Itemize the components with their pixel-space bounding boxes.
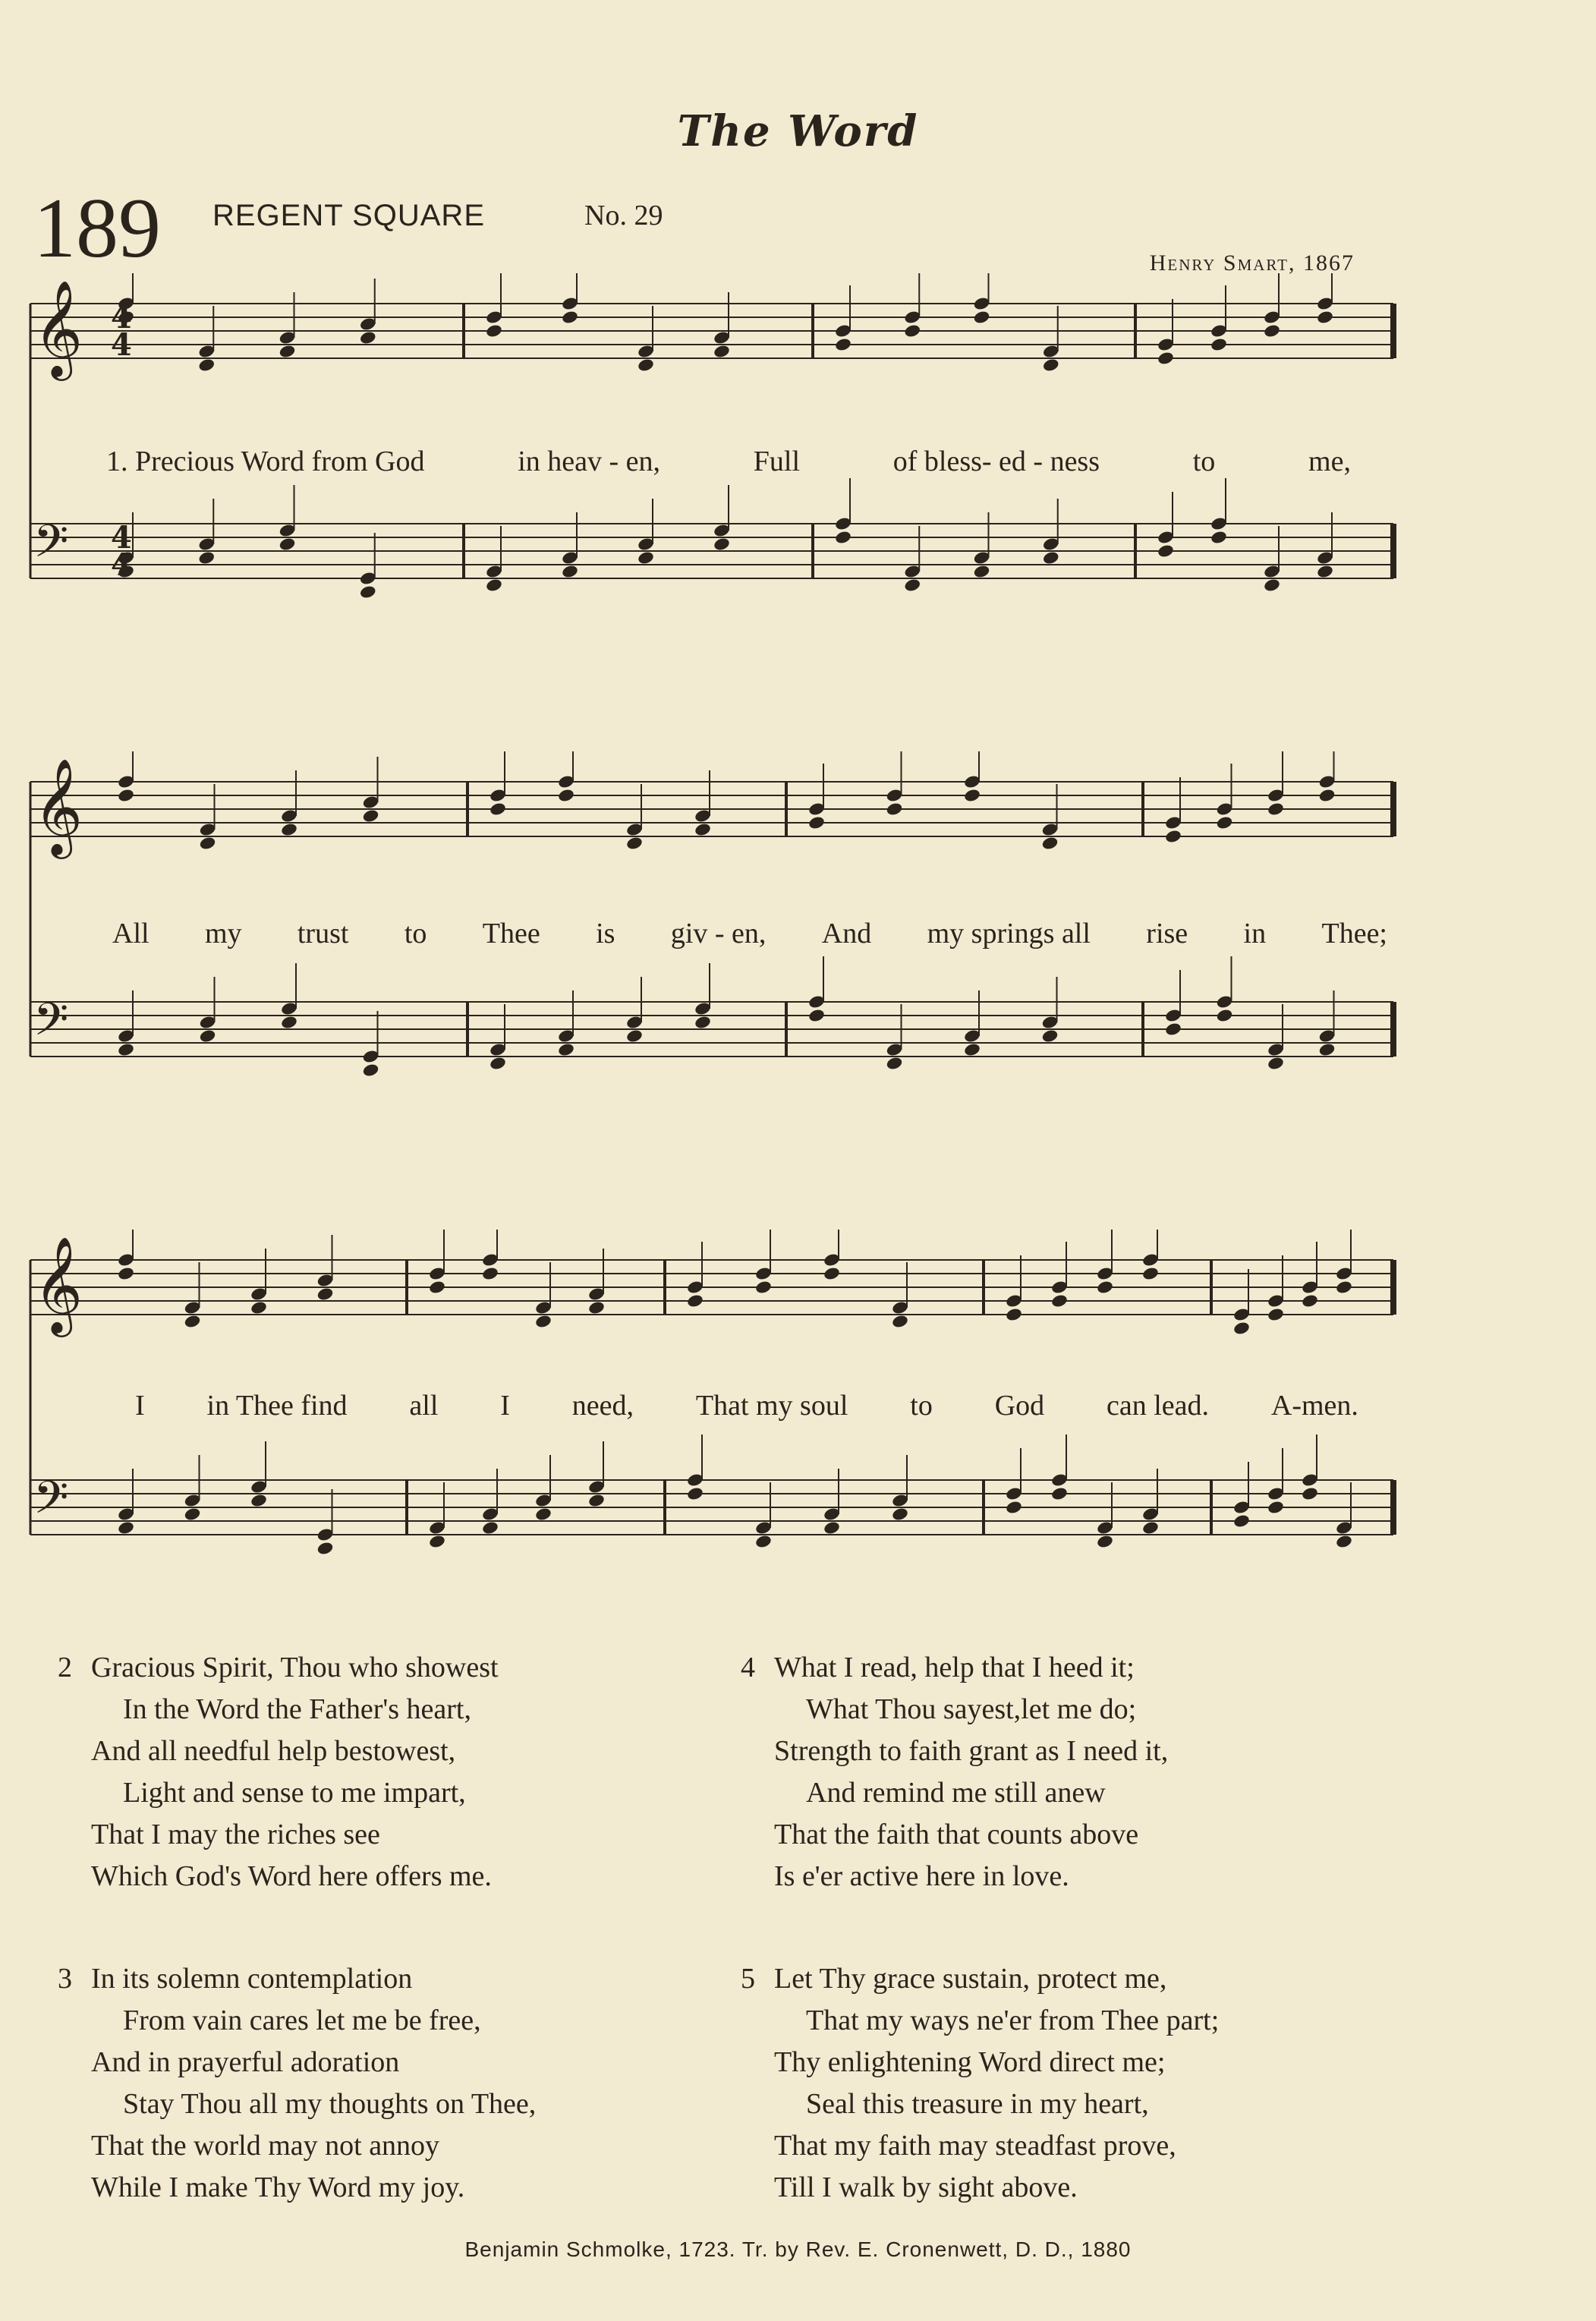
verse-line: Light and sense to me impart, xyxy=(123,1777,466,1809)
lyric-syllable: in Thee find xyxy=(206,1390,348,1422)
lyric-syllable: me, xyxy=(1308,446,1351,477)
treble-clef-icon: 𝄞 xyxy=(33,757,83,855)
time-signature: 4 xyxy=(111,547,132,583)
verses xyxy=(53,1647,1419,2224)
bass-clef-icon: 𝄢 xyxy=(33,1471,69,1535)
verse-3 xyxy=(58,1958,537,2209)
note-head xyxy=(1141,1266,1160,1281)
note-head xyxy=(1301,1293,1319,1309)
verse-number: 3 xyxy=(58,1963,72,1995)
verse-line: That my faith may steadfast prove, xyxy=(774,2130,1176,2162)
note-head xyxy=(534,1314,552,1329)
verse-line: And all needful help bestowest, xyxy=(91,1735,456,1767)
note-head xyxy=(1301,1486,1319,1501)
note-head xyxy=(754,1280,773,1295)
bass-clef-icon: 𝄢 xyxy=(33,515,69,578)
note-head xyxy=(1267,801,1285,817)
note-head xyxy=(1316,310,1334,325)
verse-line: Thy enlightening Word direct me; xyxy=(774,2046,1166,2078)
note-head xyxy=(1210,337,1228,352)
note-head xyxy=(1157,543,1175,559)
verse-line: Seal this treasure in my heart, xyxy=(806,2088,1149,2120)
note-head xyxy=(184,1314,202,1329)
note-head xyxy=(637,357,655,373)
lyric-syllable: I xyxy=(135,1390,145,1422)
note-head xyxy=(1164,829,1182,844)
note-head xyxy=(534,1507,552,1522)
note-head xyxy=(963,1042,981,1057)
note-head xyxy=(280,822,298,837)
lyric-syllable: my springs all xyxy=(927,918,1091,950)
verse-line: That I may the riches see xyxy=(91,1819,380,1850)
note-head xyxy=(1232,1321,1251,1336)
lyric-line-1 xyxy=(106,445,1351,478)
tune-reference: No. 29 xyxy=(584,200,663,231)
note-head xyxy=(891,1314,909,1329)
note-head xyxy=(1263,578,1281,593)
lyric-syllable: Full xyxy=(753,446,800,477)
verse-4 xyxy=(741,1647,1169,1897)
lyric-syllable: need, xyxy=(571,1390,634,1422)
verse-5 xyxy=(741,1958,1220,2209)
lyric-syllable: giv - en, xyxy=(670,918,767,950)
verse-number: 2 xyxy=(58,1652,72,1683)
lyric-syllable: I xyxy=(500,1390,510,1422)
note-head xyxy=(903,323,921,339)
verse-line: And in prayerful adoration xyxy=(91,2046,400,2078)
note-head xyxy=(1318,788,1336,803)
note-head xyxy=(625,1028,644,1044)
note-head xyxy=(485,323,503,339)
treble-clef-icon: 𝄞 xyxy=(33,279,83,376)
note-head xyxy=(1263,323,1281,339)
verse-2 xyxy=(58,1647,499,1897)
note-head xyxy=(1042,550,1060,565)
note-head xyxy=(1335,1280,1353,1295)
note-head xyxy=(1267,1056,1285,1071)
lyric-syllable: trust xyxy=(297,918,349,950)
note-head xyxy=(557,788,575,803)
note-head xyxy=(694,1015,712,1030)
lyric-syllable: to xyxy=(1192,446,1216,477)
note-head xyxy=(481,1266,499,1281)
note-head xyxy=(362,808,380,824)
treble-clef-icon: 𝄞 xyxy=(33,1236,83,1333)
note-head xyxy=(250,1493,268,1508)
lyric-syllable: That my soul xyxy=(695,1390,848,1422)
note-head xyxy=(197,357,216,373)
verse-line: Gracious Spirit, Thou who showest xyxy=(91,1652,499,1683)
lyric-syllable: A-men. xyxy=(1270,1390,1358,1422)
note-head xyxy=(1005,1500,1023,1515)
note-head xyxy=(686,1293,704,1309)
verse-line: That the faith that counts above xyxy=(774,1819,1139,1850)
note-head xyxy=(359,584,377,600)
note-head xyxy=(250,1300,268,1315)
note-head xyxy=(713,537,731,552)
verse-line: That my ways ne'er from Thee part; xyxy=(806,2005,1220,2036)
note-head xyxy=(280,1015,298,1030)
note-head xyxy=(823,1520,841,1535)
note-head xyxy=(1041,1028,1059,1044)
note-head xyxy=(184,1507,202,1522)
lyric-syllable: my xyxy=(204,918,242,950)
note-head xyxy=(903,578,921,593)
verse-line: Stay Thou all my thoughts on Thee, xyxy=(123,2088,537,2120)
note-head xyxy=(197,550,216,565)
note-head xyxy=(359,330,377,345)
note-head xyxy=(279,537,297,552)
lyric-line-3 xyxy=(135,1389,1358,1422)
note-head xyxy=(1096,1534,1114,1549)
note-head xyxy=(561,310,579,325)
note-head xyxy=(834,337,852,352)
note-head xyxy=(587,1300,606,1315)
note-head xyxy=(117,788,135,803)
note-head xyxy=(1042,357,1060,373)
note-head xyxy=(823,1266,841,1281)
note-head xyxy=(973,564,991,579)
note-head xyxy=(886,801,904,817)
lyric-syllable: in heav - en, xyxy=(518,446,661,477)
note-head xyxy=(973,310,991,325)
section-title: The Word xyxy=(677,106,919,156)
verse-line: Is e'er active here in love. xyxy=(774,1860,1069,1892)
note-head xyxy=(886,1056,904,1071)
note-head xyxy=(1096,1280,1114,1295)
note-head xyxy=(713,344,731,359)
note-head xyxy=(316,1286,335,1302)
attribution: Benjamin Schmolke, 1723. Tr. by Rev. E. Cronenwett, D. D., 1880 xyxy=(464,2238,1132,2261)
note-head xyxy=(1157,351,1175,366)
note-head xyxy=(1210,530,1228,545)
note-head xyxy=(1335,1534,1353,1549)
note-head xyxy=(587,1493,606,1508)
lyric-syllable: And xyxy=(821,918,872,950)
note-head xyxy=(481,1520,499,1535)
verse-line: While I make Thy Word my joy. xyxy=(91,2171,465,2203)
note-head xyxy=(1041,836,1059,851)
verse-line: What Thou sayest,let me do; xyxy=(806,1693,1137,1725)
verse-line: What I read, help that I heed it; xyxy=(774,1652,1135,1683)
note-head xyxy=(279,344,297,359)
note-head xyxy=(489,801,507,817)
bass-clef-icon: 𝄢 xyxy=(33,993,69,1057)
note-head xyxy=(637,550,655,565)
lyric-syllable: of bless- ed - ness xyxy=(892,446,1100,477)
note-head xyxy=(561,564,579,579)
note-head xyxy=(557,1042,575,1057)
note-head xyxy=(199,1028,217,1044)
verse-line: Which God's Word here offers me. xyxy=(91,1860,492,1892)
lyric-syllable: Thee xyxy=(482,918,540,950)
note-head xyxy=(1267,1500,1285,1515)
note-head xyxy=(199,836,217,851)
note-head xyxy=(485,578,503,593)
note-head xyxy=(1216,1008,1234,1023)
time-signature: 4 xyxy=(111,327,132,363)
note-head xyxy=(1050,1293,1069,1309)
lyric-syllable: to xyxy=(404,918,427,950)
time-signature: 4 xyxy=(111,520,132,556)
lyric-syllable: to xyxy=(910,1390,933,1422)
note-head xyxy=(686,1486,704,1501)
note-head xyxy=(1267,1307,1285,1322)
verse-line: Strength to faith grant as I need it, xyxy=(774,1735,1169,1767)
note-head xyxy=(117,1266,135,1281)
note-head xyxy=(625,836,644,851)
note-head xyxy=(1318,1042,1336,1057)
lyric-line-2 xyxy=(112,917,1387,950)
time-signature: 4 xyxy=(111,300,132,335)
note-head xyxy=(1164,1022,1182,1037)
note-head xyxy=(316,1541,335,1556)
note-head xyxy=(489,1056,507,1071)
verse-line: Till I walk by sight above. xyxy=(774,2171,1078,2203)
composer-credit: Henry Smart, 1867 xyxy=(1149,250,1355,276)
note-head xyxy=(117,1520,135,1535)
verse-number: 5 xyxy=(741,1963,755,1995)
lyric-syllable: God xyxy=(994,1390,1045,1422)
note-head xyxy=(694,822,712,837)
note-head xyxy=(1005,1307,1023,1322)
note-head xyxy=(754,1534,773,1549)
verse-line: In the Word the Father's heart, xyxy=(123,1693,471,1725)
hymn-number: 189 xyxy=(33,181,161,276)
note-head xyxy=(362,1063,380,1078)
note-head xyxy=(1232,1513,1251,1529)
verse-line: In its solemn contemplation xyxy=(91,1963,413,1995)
verse-line: From vain cares let me be free, xyxy=(123,2005,481,2036)
lyric-syllable: is xyxy=(596,918,615,950)
note-head xyxy=(834,530,852,545)
note-head xyxy=(1216,815,1234,830)
verse-line: Let Thy grace sustain, protect me, xyxy=(774,1963,1167,1995)
note-head xyxy=(807,1008,826,1023)
note-head xyxy=(807,815,826,830)
lyric-syllable: 1. Precious Word from God xyxy=(106,446,425,477)
lyric-syllable: in xyxy=(1243,918,1267,950)
lyric-syllable: All xyxy=(112,918,150,950)
verse-line: That the world may not annoy xyxy=(91,2130,440,2162)
lyric-syllable: Thee; xyxy=(1321,918,1387,950)
note-head xyxy=(428,1280,446,1295)
lyric-syllable: all xyxy=(409,1390,439,1422)
verse-number: 4 xyxy=(741,1652,755,1683)
note-head xyxy=(1141,1520,1160,1535)
note-head xyxy=(963,788,981,803)
note-head xyxy=(1316,564,1334,579)
tune-name: REGENT SQUARE xyxy=(212,199,485,232)
note-head xyxy=(1050,1486,1069,1501)
note-head xyxy=(117,1042,135,1057)
verse-line: And remind me still anew xyxy=(806,1777,1106,1809)
note-head xyxy=(428,1534,446,1549)
lyric-syllable: rise xyxy=(1146,918,1188,950)
note-head xyxy=(891,1507,909,1522)
lyric-syllable: can lead. xyxy=(1106,1390,1210,1422)
